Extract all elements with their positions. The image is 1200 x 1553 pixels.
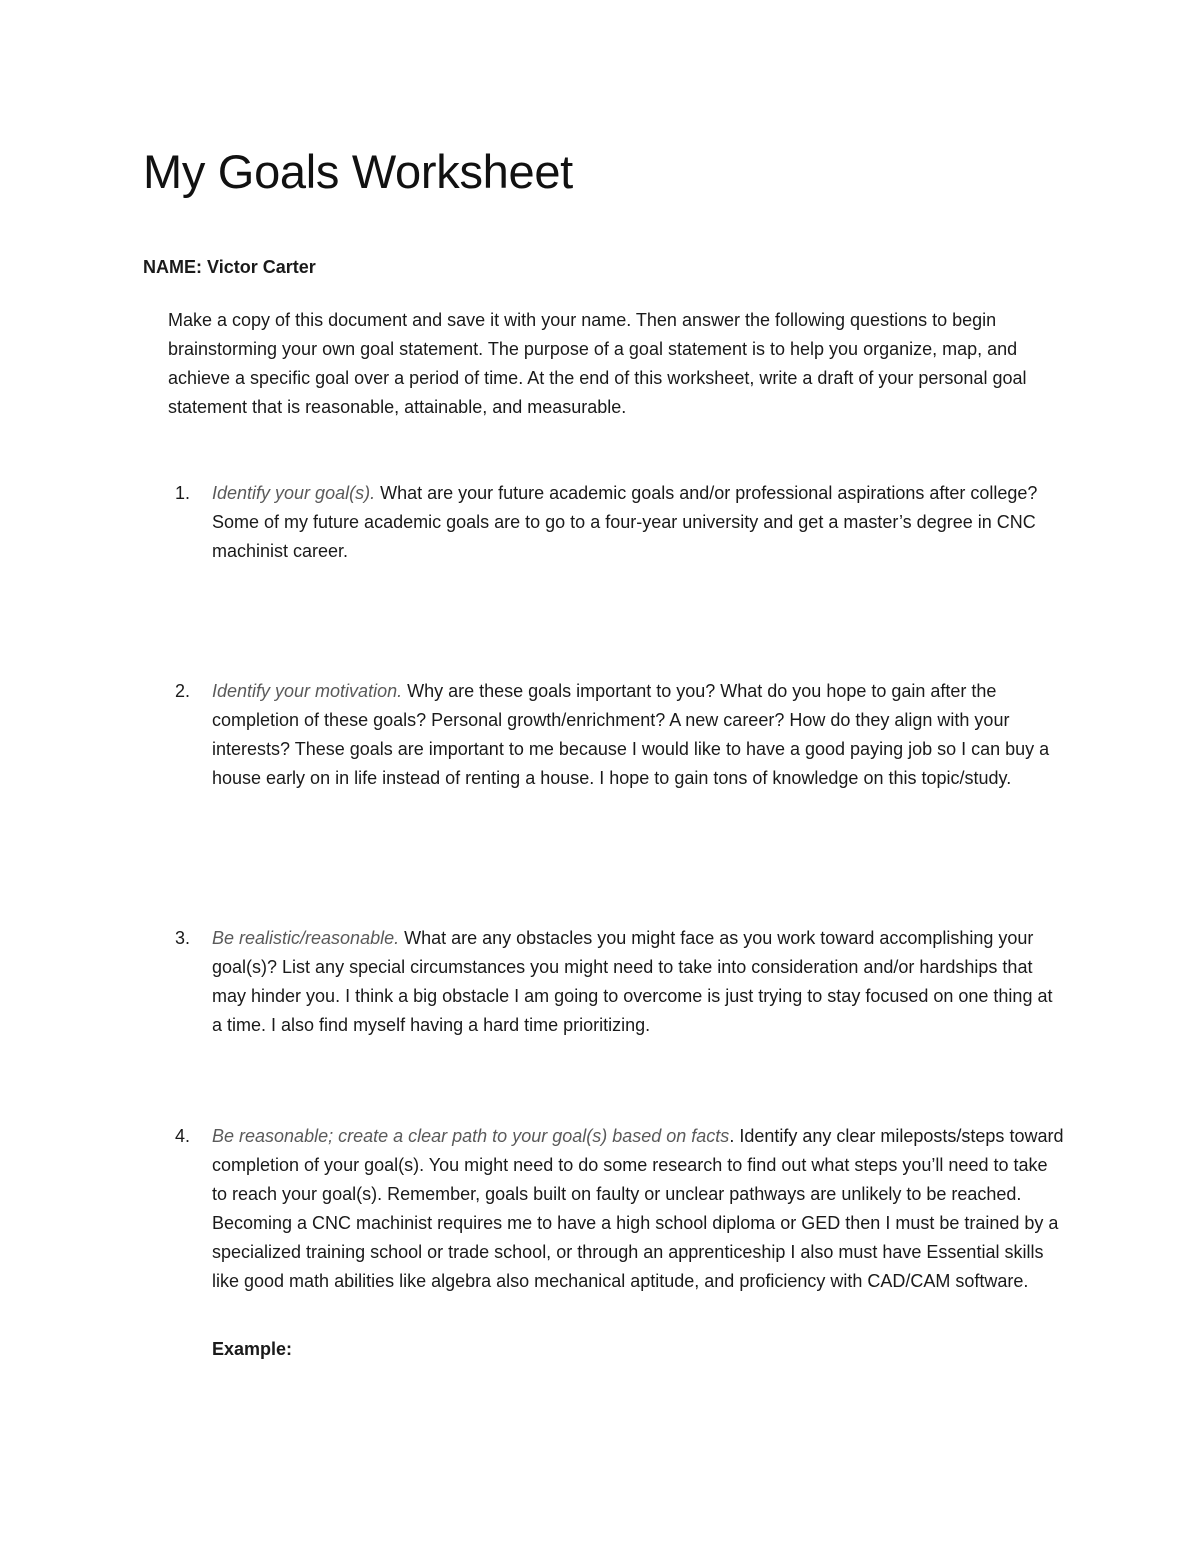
question-prompt: Identify your goal(s). <box>212 483 376 503</box>
page-title: My Goals Worksheet <box>143 145 573 198</box>
question-4 <box>175 1122 1065 1296</box>
question-number: 4. <box>175 1126 191 1146</box>
name-value: Victor Carter <box>207 257 316 277</box>
intro-paragraph: Make a copy of this document and save it with your name. Then answer the following questions to begin brainstorming your own goal statement. The purpose of a goal statement is to help you organize, map, and achieve a specific goal over a period of time. At the end of this worksheet, write a draft of your personal goal statement that is reasonable, attainable, and measurable. <box>168 310 1027 417</box>
question-number: 1. <box>175 483 191 503</box>
question-number: 2. <box>175 681 191 701</box>
name-label: NAME: <box>143 257 202 277</box>
question-number: 3. <box>175 928 191 948</box>
question-1 <box>175 479 1065 566</box>
question-2 <box>175 677 1065 793</box>
question-body <box>212 677 1065 793</box>
question-body <box>212 924 1065 1040</box>
question-answer: What are your future academic goals and/or professional aspirations after college? Some of my future academic goals are to go to a four-year university and get a master’s degree in CNC machinist career. <box>212 483 1038 561</box>
question-answer: What are any obstacles you might face as you work toward accomplishing your goal(s)? List any special circumstances you might need to take into consideration and/or hardships that may hinder you. I think a big obstacle I am going to overcome is just trying to stay focused on one thing at a time. I also find myself having a hard time prioritizing. <box>212 928 1053 1035</box>
question-prompt: Be realistic/reasonable. <box>212 928 400 948</box>
question-prompt: Identify your motivation. <box>212 681 403 701</box>
question-prompt: Be reasonable; create a clear path to your goal(s) based on facts <box>212 1126 730 1146</box>
question-answer: . Identify any clear mileposts/steps toward completion of your goal(s). You might need to do some research to find out what steps you’ll need to take to reach your goal(s). Remember, goals built on faulty or unclear pathways are unlikely to be reached. Becoming a CNC machinist requires me to have a high school diploma or GED then I must be trained by a specialized training school or trade school, or through an apprenticeship I also must have Essential skills like good math abilities like algebra also mechanical aptitude, and proficiency with CAD/CAM software. <box>212 1126 1064 1291</box>
question-3 <box>175 924 1065 1040</box>
question-answer: Why are these goals important to you? What do you hope to gain after the completion of these goals? Personal growth/enrichment? A new career? How do they align with your interests? These goals are important to me because I would like to have a good paying job so I can buy a house early on in life instead of renting a house. I hope to gain tons of knowledge on this topic/study. <box>212 681 1050 788</box>
question-body <box>212 479 1065 566</box>
question-body <box>212 1122 1065 1296</box>
example-label: Example: <box>212 1339 293 1359</box>
name-line <box>143 257 316 278</box>
